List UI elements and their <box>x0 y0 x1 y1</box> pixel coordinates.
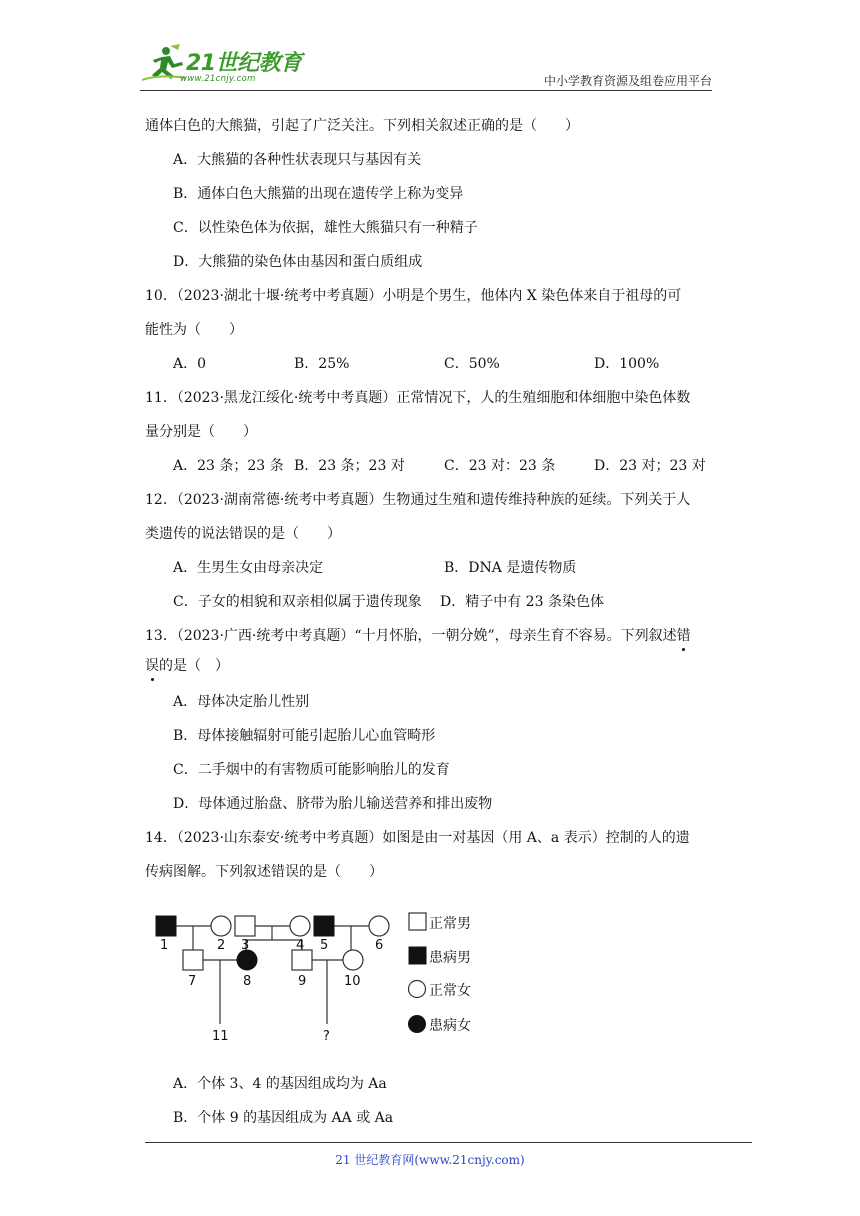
q11-option-c: C．23 对：23 条 <box>444 458 556 474</box>
legend-affected-male: 患病男 <box>429 950 471 966</box>
q10-option-a: A．0 <box>173 356 207 372</box>
pedigree-individual-3 <box>235 916 255 936</box>
pedigree-individual-5 <box>314 916 334 936</box>
q14-stem-line1: 14．（2023·山东泰安·统考中考真题）如图是由一对基因（用 A、a 表示）控制的人的遗 <box>145 830 690 846</box>
q13-option-c: C．二手烟中的有害物质可能影响胎儿的发育 <box>173 762 450 778</box>
q13-option-d: D．母体通过胎盘、脐带为胎儿输送营养和排出废物 <box>173 796 493 812</box>
q12-stem-line1: 12．（2023·湖南常德·统考中考真题）生物通过生殖和遗传维持种族的延续。下列关于人 <box>145 492 691 508</box>
q14-stem-line2: 传病图解。下列叙述错误的是（ ） <box>145 864 383 880</box>
q10-option-c: C．50% <box>444 356 500 372</box>
q13-option-a: A．母体决定胎儿性别 <box>173 694 310 710</box>
q14-option-b: B．个体 9 的基因组成为 AA 或 Aa <box>173 1110 394 1126</box>
q12-option-d: D．精子中有 23 条染色体 <box>440 594 604 610</box>
pedigree-individual-4 <box>290 916 310 936</box>
q12-stem-line2: 类遗传的说法错误的是（ ） <box>145 526 341 542</box>
q13-stem-line1 <box>145 626 691 646</box>
q9-option-d: D．大熊猫的染色体由基因和蛋白质组成 <box>173 254 423 270</box>
q11-option-a: A．23 条；23 条 <box>173 458 284 474</box>
footer-divider <box>145 1142 752 1143</box>
legend-normal-female-icon <box>409 981 426 998</box>
legend-normal-male: 正常男 <box>429 916 471 932</box>
q12-option-c: C．子女的相貌和双亲相似属于遗传现象 <box>173 594 422 610</box>
pedigree-label-2: 2 <box>217 938 226 953</box>
pedigree-label-7: 7 <box>188 974 197 989</box>
q10-option-b: B．25% <box>294 356 350 372</box>
pedigree-label-6: 6 <box>375 938 384 953</box>
legend-affected-female-icon <box>409 1016 426 1033</box>
pedigree-label-unknown: ? <box>323 1029 330 1044</box>
pedigree-label-11: 11 <box>212 1029 229 1044</box>
q9-stem: 通体白色的大熊猫，引起了广泛关注。下列相关叙述正确的是（ ） <box>145 118 579 134</box>
page-header <box>140 42 712 92</box>
legend-normal-female: 正常女 <box>429 983 471 999</box>
header-divider <box>140 90 712 91</box>
q13-stem-line2 <box>145 656 229 676</box>
q10-option-d: D．100% <box>594 356 660 372</box>
q9-option-b: B．通体白色大熊猫的出现在遗传学上称为变异 <box>173 186 464 202</box>
legend-normal-male-icon <box>409 913 426 930</box>
q11-stem-line2: 量分别是（ ） <box>145 424 257 440</box>
q13-emphasis-char-1: 错 <box>676 628 691 644</box>
pedigree-label-8: 8 <box>243 974 252 989</box>
pedigree-individual-6 <box>369 916 389 936</box>
pedigree-individual-10 <box>343 950 363 970</box>
pedigree-label-9: 9 <box>298 974 307 989</box>
logo-text: 21世纪教育 <box>186 51 302 76</box>
q13-option-b: B．母体接触辐射可能引起胎儿心血管畸形 <box>173 728 436 744</box>
legend-affected-female: 患病女 <box>429 1018 471 1034</box>
pedigree-label-1: 1 <box>160 938 169 953</box>
q11-stem-line1: 11．（2023·黑龙江绥化·统考中考真题）正常情况下，人的生殖细胞和体细胞中染色体数 <box>145 390 691 406</box>
q13-stem-line1-text: 13．（2023·广西·统考中考真题）“十月怀胎，一朝分娩”，母亲生育不容易。下列叙述 <box>145 628 677 644</box>
q13-emphasis-char-2: 误 <box>145 658 159 674</box>
q9-option-a: A．大熊猫的各种性状表现只与基因有关 <box>173 152 422 168</box>
logo <box>140 42 340 88</box>
q14-option-a: A．个体 3、4 的基因组成均为 Aa <box>173 1076 387 1092</box>
q11-option-b: B．23 条；23 对 <box>294 458 405 474</box>
q12-option-a: A．生男生女由母亲决定 <box>173 560 324 576</box>
logo-url: www.21cnjy.com <box>180 74 256 84</box>
pedigree-individual-7 <box>183 950 203 970</box>
pedigree-label-5: 5 <box>320 938 329 953</box>
pedigree-diagram <box>150 902 490 1050</box>
pedigree-label-3: 3 <box>241 938 250 953</box>
footer-link[interactable]: 21 世纪教育网(www.21cnjy.com) <box>335 1153 525 1167</box>
pedigree-label-4: 4 <box>296 938 305 953</box>
q11-option-d: D．23 对；23 对 <box>594 458 706 474</box>
q13-stem-line2-text: 的是（ ） <box>159 658 229 674</box>
platform-name: 中小学教育资源及组卷应用平台 <box>543 74 712 88</box>
legend-affected-male-icon <box>409 947 426 964</box>
q10-stem-line1: 10．（2023·湖北十堰·统考中考真题）小明是个男生，他体内 X 染色体来自于祖母的可 <box>145 288 682 304</box>
q9-option-c: C．以性染色体为依据，雄性大熊猫只有一种精子 <box>173 220 478 236</box>
pedigree-individual-1 <box>156 916 176 936</box>
q12-option-b: B．DNA 是遗传物质 <box>444 560 577 576</box>
pedigree-label-10: 10 <box>344 974 361 989</box>
pedigree-individual-8 <box>237 950 257 970</box>
pedigree-individual-2 <box>211 916 231 936</box>
pedigree-individual-9 <box>292 950 312 970</box>
q10-stem-line2: 能性为（ ） <box>145 322 243 338</box>
